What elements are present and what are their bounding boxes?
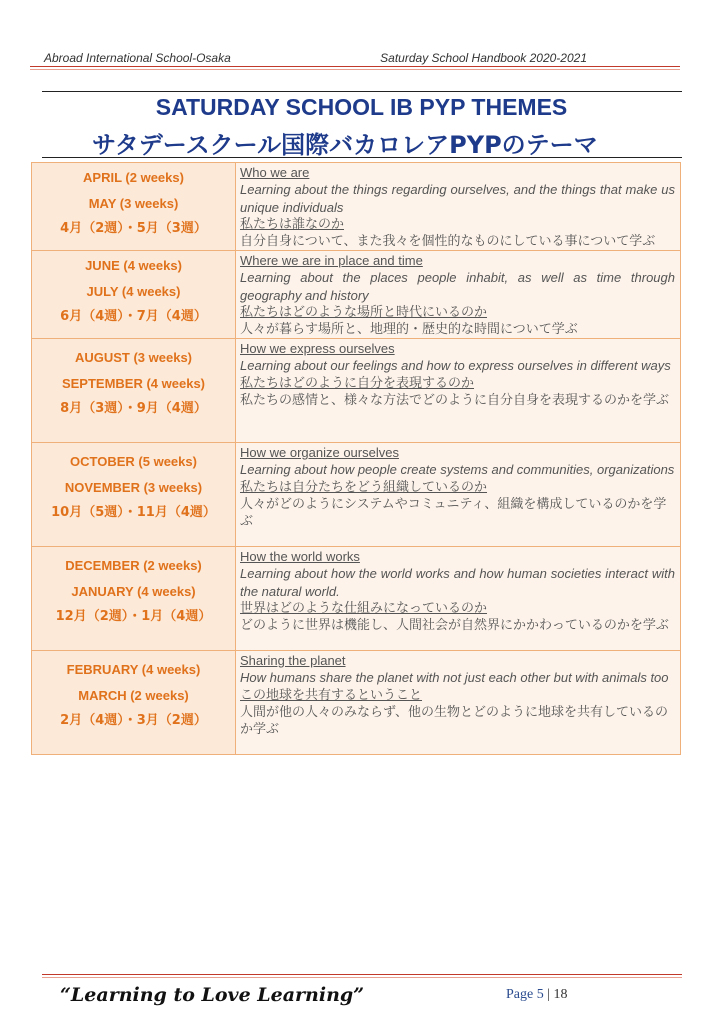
period-japanese: 4月（2週）・5月（3週）: [60, 221, 207, 236]
theme-cell: [236, 651, 681, 755]
page-total: | 18: [543, 987, 568, 1002]
page-label: Page 5: [506, 987, 544, 1002]
header-divider-thin: [30, 69, 680, 70]
header-divider: [30, 66, 680, 67]
period-cell: [32, 547, 236, 651]
theme-title: How we express ourselves: [240, 341, 395, 356]
period-month: JANUARY (4 weeks): [71, 584, 196, 599]
header-school-name: Abroad International School-Osaka: [44, 51, 231, 65]
page-number: [506, 987, 568, 1003]
header-handbook-title: Saturday School Handbook 2020-2021: [380, 51, 587, 65]
theme-row: [32, 547, 681, 651]
theme-row: [32, 339, 681, 443]
theme-description: Learning about how the world works and how human societies interact with the natural world.: [240, 566, 675, 599]
footer-divider: [42, 974, 682, 975]
period-japanese: 6月（4週）・7月（4週）: [60, 309, 207, 324]
footer-divider-thin: [42, 977, 682, 978]
theme-row: [32, 251, 681, 339]
period-month: MARCH (2 weeks): [78, 688, 189, 703]
period-month: AUGUST (3 weeks): [74, 350, 193, 365]
theme-title: Who we are: [240, 165, 310, 180]
period-japanese: 12月（2週）・1月（4週）: [55, 609, 212, 624]
theme-title-japanese: この地球を共有するということ: [240, 687, 423, 703]
theme-cell: [236, 547, 681, 651]
theme-description-japanese: どのように世界は機能し、人間社会が自然界にかかわっているのかを学ぶ: [240, 618, 669, 633]
period-japanese: 10月（5週）・11月（4週）: [51, 505, 216, 520]
theme-cell: [236, 251, 681, 339]
period-month: APRIL (2 weeks): [83, 170, 184, 185]
theme-row: [32, 163, 681, 251]
theme-title: Where we are in place and time: [240, 253, 423, 268]
period-japanese: 8月（3週）・9月（4週）: [60, 401, 207, 416]
period-month: NOVEMBER (3 weeks): [64, 480, 203, 495]
footer-motto: “Learning to Love Learning”: [60, 984, 365, 1006]
theme-title-japanese: 私たちは自分たちをどう組織しているのか: [240, 479, 488, 495]
theme-title-japanese: 世界はどのような仕組みになっているのか: [240, 601, 488, 616]
theme-title: How the world works: [240, 549, 360, 564]
page-title-japanese: サタデースクール国際バカロレアPYPのテーマ: [92, 131, 598, 159]
theme-description-japanese: 自分自身について、また我々を個性的なものにしている事について学ぶ: [240, 234, 656, 249]
period-month: JUNE (4 weeks): [85, 258, 182, 273]
period-month: DECEMBER (2 weeks): [65, 558, 202, 573]
theme-title: How we organize ourselves: [240, 445, 399, 460]
period-month: FEBRUARY (4 weeks): [66, 662, 201, 677]
theme-description-japanese: 人間が他の人々のみならず、他の生物とどのように地球を共有しているのか学ぶ: [240, 704, 668, 737]
theme-description-japanese: 人々が暮らす場所と、地理的・歴史的な時間について学ぶ: [240, 322, 578, 337]
theme-description-japanese: 私たちの感情と、様々な方法でどのように自分自身を表現するのかを学ぶ: [240, 392, 670, 408]
period-cell: [32, 443, 236, 547]
period-cell: [32, 651, 236, 755]
period-cell: [32, 251, 236, 339]
period-cell: [32, 163, 236, 251]
period-cell: [32, 339, 236, 443]
period-japanese: 2月（4週）・3月（2週）: [60, 713, 207, 728]
themes-table: [31, 162, 681, 755]
theme-description: Learning about the things regarding ourselves, and the things that make us unique individuals: [240, 182, 675, 215]
theme-row: [32, 651, 681, 755]
title-top-rule: [42, 91, 682, 92]
theme-title-japanese: 私たちはどのような場所と時代にいるのか: [240, 305, 488, 320]
theme-row: [32, 443, 681, 547]
theme-cell: [236, 339, 681, 443]
theme-title: Sharing the planet: [240, 653, 346, 668]
theme-cell: [236, 163, 681, 251]
theme-title-japanese: 私たちはどのように自分を表現するのか: [240, 375, 475, 391]
title-bottom-rule: [42, 157, 682, 158]
period-month: SEPTEMBER (4 weeks): [61, 376, 206, 391]
period-month: JULY (4 weeks): [86, 284, 181, 299]
theme-description: Learning about our feelings and how to express ourselves in different ways: [240, 358, 671, 373]
period-month: OCTOBER (5 weeks): [70, 454, 197, 469]
page-title-english: SATURDAY SCHOOL IB PYP THEMES: [155, 94, 568, 120]
theme-description-japanese: 人々がどのようにシステムやコミュニティ、組織を構成しているのかを学ぶ: [240, 496, 667, 529]
theme-description: Learning about the places people inhabit, as well as time through geography and history: [240, 270, 675, 303]
theme-description: Learning about how people create systems and communities, organizations: [240, 462, 675, 477]
theme-cell: [236, 443, 681, 547]
period-month: MAY (3 weeks): [88, 196, 179, 211]
theme-title-japanese: 私たちは誰なのか: [240, 217, 345, 232]
theme-description: How humans share the planet with not just each other but with animals too: [240, 670, 669, 685]
